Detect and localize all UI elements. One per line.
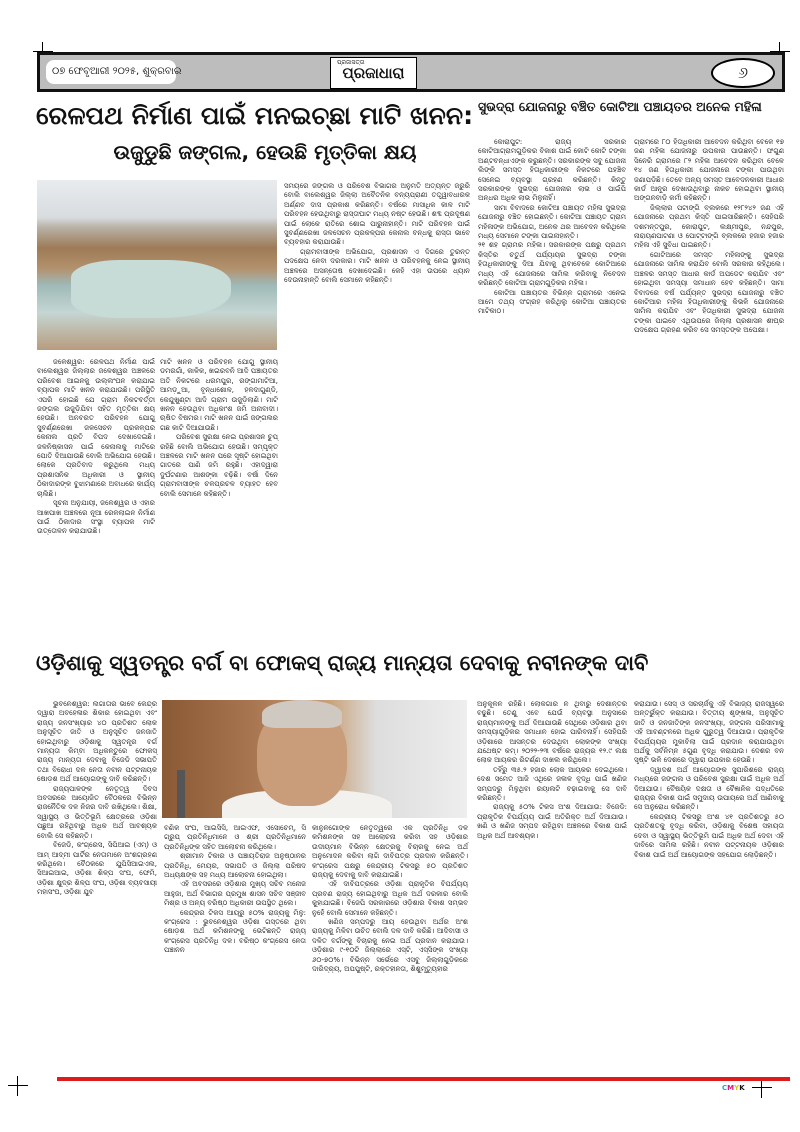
article3-paragraph: ତହିଁରୁ ୩୫.୨ ହଜାର ଲୋକ ଆୟକର ଦେଇଥିଲେ। ଦେଶ ସମେତ ଆଜି ଏଥିରେ ଜଳାଳ ବୃଦ୍ଧି ପାଇଁ ଖଣିଜ ସମ୍ପଦରୁ ମିଳୁଥିବା ରୟାଲଟି ବଢ଼ାଇବାକୁ ସେ ଦାବି କରିଛନ୍ତି। (477, 765, 627, 803)
article1-headline: ରେଳପଥ ନିର୍ମାଣ ପାଇଁ ମନଇଚ୍ଛା ମାଟି ଖନନ: (36, 101, 474, 130)
article1-paragraph: ସୂଚନା ଅନୁଯାୟୀ, ଜଳେଶ୍ୱର ଓ ଏହାର ଆଖପାଖ ଅଞ୍ଚଳରେ ନୂଆ ରେଳଲାଇନ ନିର୍ମାଣ ପାଇଁ ଠିକାଦାର ସଂସ୍ଥା ବ୍ୟାପକ ମାଟି ଉତ୍ତୋଳନ କରାଯାଉଛି। (37, 499, 155, 536)
article3-paragraph: ରାଜ୍ୟପାଳଙ୍କ ନେତୃତ୍ୱ ଦିବସ ଅବସରରେ ଆୟୋଜିତ ବୈଠକରେ ବିଭିନ୍ନ ରାଜନୈତିକ ଦଳ ନିଜର ଦାବି ରଖିଥିଲେ। ଶିକ୍ଷା, ସ୍ୱାସ୍ଥ୍ୟ ଓ ଭିତ୍ତିଭୂମି କ୍ଷେତ୍ରରେ ଓଡ଼ିଶା ପଛୁଆ ରହିଥିବାରୁ ଅଧିକ ଅର୍ଥ ଆବଶ୍ୟକ ବୋଲି ସେ କହିଛନ୍ତି। (37, 784, 157, 840)
photo-water-pit (71, 260, 231, 318)
article3-column-2 (164, 824, 306, 956)
article1-photo-excavated-pit (37, 180, 277, 350)
article1-paragraph: ପରିବେଶ ସୁରକ୍ଷା ନେଇ ପ୍ରଶାସନ ଚୁପ୍ ରହିଛି ବୋଲି ଅଭିଯୋଗ ହେଉଛି। ସମ୍ପୃକ୍ତ ଅଞ୍ଚଳରେ ମାଟି ଖନନ ପରେ ସୃଷ୍ଟି ହୋଇଥିବା ଗାତରେ ପାଣି ଜମି ରହୁଛି। ଏହାଦ୍ୱାରା ଦୁର୍ଘଟଣାର ଆଶଙ୍କା ବଢ଼ିଛି। ବର୍ଷା ଦିନେ ଗ୍ରାମବାସୀଙ୍କ ଚଳପ୍ରଚଳ ବ୍ୟାହତ ହେବ ବୋଲି ସେମାନେ କହିଛନ୍ତି। (160, 433, 278, 498)
article3-paragraph: ଅନୁକୂଳନ ରହିଛି। ଲୋକଗାର ନ ଥିବାରୁ ଦେଶାନ୍ତର ବଢୁଛି। ତେଣୁ ଏବେ ଯେଉଁ ବ୍ୟବସ୍ଥା ଅନୁସାରେ ରାଜ୍ୟମାନଙ୍କୁ ଅର୍ଥ ଦିଆଯାଉଛି ସେଥିରେ ଓଡ଼ିଶାର ଥିବା ସମସ୍ୟାଗୁଡ଼ିକର ସମାଧାନ ହୋଇ ପାରିବନାହିଁ। ସେହିପରି ଓଡ଼ିଶାରେ ଆସନ୍ତର ଦେଉଥିବା ଲୋକଙ୍କ ସଂଖ୍ୟା ଯଥେଷ୍ଟ କମ୍। ୨୦୨୨-୨୩ ବର୍ଷରେ ରାଜ୍ୟର ୧୨.୯ ଲକ୍ଷ ଲୋକ ଆୟକର ରିଟର୍ଣ୍ଣ ଦାଖଲ କରିଥିଲେ। (477, 700, 627, 765)
article2-paragraph: ଗ୍ରାମରେ ୮୦ ହିତାଧିକାରୀ ଆବେଦନ କରିଥିବା ବେଳେ ୧୭ ଜଣ ମହିଳା ଯୋଜନାରୁ ଉପକାର ପାଉଛନ୍ତି। ଫଗୁଣ ସିନେରି ଗ୍ରାମରେ ୮୨ ମହିଳା ଆବେଦନ କରିଥିବା ବେଳେ ୧୪ ଜଣ ହିତାଧିକାରୀ ଯୋଜନାରେ ଟଙ୍କା ପାଉଥିବା ଜଣାପଡ଼ିଛି। ତେବେ ଅନ୍ୟ ସମସ୍ତ ଆବେଦନକାରୀ ଆଧାର କାର୍ଡ ଆନ୍ଧ୍ର ଦେଖାଉଥିବାରୁ ନାକଚ ହୋଇଥିବା ସ୍ଥାନୀୟ ଅଙ୍ଗନବାଡ଼ି କର୍ମୀ କହିଛନ୍ତି। (634, 138, 784, 203)
logo-tagline: ପ୍ରଜାସତ୍ତା (337, 59, 365, 66)
cmyk-c: C (722, 1084, 728, 1092)
photo-hair (262, 700, 342, 728)
article1-paragraph: ଜଳେଶ୍ୱର: ରେଳପଥ ନିର୍ମାଣ ପାଇଁ ବାଲେଶ୍ୱର ଜିଲ୍ଲାର ଜଳେଶ୍ୱର ଅଞ୍ଚଳରେ ପରିବେଶ ଆଇନକୁ ଉଲ୍ଲଂଘନ କରାଯାଇ ବ୍ୟାପକ ମାଟି ଖନନ କରାଯାଉଛି। ପରିସ୍ଥିତି ଏପରି ହୋଇଛି ଯେ ଗ୍ରାମ ନିକଟବର୍ତ୍ତୀ ଜଙ୍ଗଲ ଉଜୁଡ଼ିଯିବା ସହିତ ମୃତ୍ତିକା କ୍ଷୟ ହେଉଛି। ଅନବରତ ପରିବହନ ଯୋଗୁ ସୁବର୍ଣ୍ଣରେଖା ଜଳସେଚନ ପ୍ରକଳ୍ପର କେନାଲ ପ୍ରତି ବିପଦ ଦେଖାଦେଇଛି। ଜଳନିଷ୍କାସନ ପାଇଁ କେନାଲକୁ ମାଟିରେ ପୋତି ଦିଆଯାଉଛି ବୋଲି ଅଭିଯୋଗ ହେଉଛି। ଲୋକେ ପ୍ରତିବାଦ କରୁଥିଲେ ମଧ୍ୟ ପ୍ରଶାସନିକ ଅଧିକାରୀ ଓ ସ୍ଥାନୀୟ ଠିକାଦାରଙ୍କ ବୁଝାମଣାରେ ଅବାଧରେ କାର୍ଯ୍ୟ ଚାଲିଛି। (37, 358, 155, 498)
article3-paragraph: କରାଯାଉ। ସେସ୍ ଓ ସରଚାର୍ଜକୁ ଏହି ବିଭାଜ୍ୟ ରାଜସ୍ୱରେ ଅନ୍ତର୍ଭୁକ୍ତ କରାଯାଉ। ବିତ୍ତୀୟ ଶୃଙ୍ଖଳା, ଅନୁସୂଚିତ ଜାତି ଓ ଜନଜାତିଙ୍କ ଜନସଂଖ୍ୟା, ଜଙ୍ଗଲ ପରିସୀମାକୁ ଏହି ଆବଣ୍ଟନରେ ଅଧିକ ଗୁରୁତ୍ୱ ଦିଆଯାଉ। ପ୍ରାକୃତିକ ବିପର୍ଯ୍ୟୟର ମୁକାବିଲା ପାଇଁ ପ୍ରଦାନ କରାଯାଉଥିବା ଅର୍ଥକୁ ସର୍ବନିମ୍ନ ୫ଗୁଣ ବୃଦ୍ଧି କରାଯାଉ। ଦେଶର ବନ ସୃଷ୍ଟି ଭଳି ଦେଶରେ ଦ୍ୱାରା ଉପକାର ହେଉଛି। (634, 700, 784, 765)
article1-paragraph: ସମୟରେ ଜଙ୍ଗଲ ଓ ପରିବେଶ ବିଭାଗର ଅନୁମତି ଅତ୍ୟନ୍ତ ଜରୁରି ବୋଲି ବାଲେଶ୍ୱର ଜିଲ୍ଲା ଅବୈତନିକ ବନ୍ୟପ୍ରାଣୀ ତତ୍ତ୍ୱାବଧାରକ ଅର୍ଣ୍ଣବ ଦାସ ପ୍ରକାଶ କରିଛନ୍ତି। ବର୍ଷରେ ମାସାଧିକ କାଳ ମାଟି ପରିବହନ ହେଉଥିବାରୁ ରାସ୍ତାଘାଟ ମଧ୍ୟ ନଷ୍ଟ ହେଉଛି। ଶବ୍ଦ ପ୍ରଦୂଷଣ ପାଇଁ ଲୋକେ ରାତିରେ ଶୋଇ ପାରୁନାହାନ୍ତି। ମାଟି ପରିବହନ ପାଇଁ ସୁବର୍ଣ୍ଣରେଖା ଜଳସେଚନ ପ୍ରକଳ୍ପର କେନାଲ ବନ୍ଧକୁ ରାସ୍ତା ଭାବେ ବ୍ୟବହାର କରାଯାଉଛି। (284, 182, 470, 247)
cmyk-m: M (727, 1084, 735, 1092)
article2-column-2 (634, 138, 784, 336)
article3-paragraph: ଏହି ଦାବିପତ୍ରରେ ଓଡ଼ିଶା ପ୍ରାକୃତିକ ବିପର୍ଯ୍ୟୟ ପ୍ରବଣ ରାଜ୍ୟ ହୋଇଥିବାରୁ ଅଧିକ ଅର୍ଥ ଦରକାର ବୋଲି କୁହାଯାଇଛି। ବିଜେପି ସରକାରରେ ଓଡ଼ିଶାର ବିକାଶ ସମ୍ଭବ ନୁହେଁ ବୋଲି ସେମାନେ କହିଛନ୍ତି। (312, 880, 468, 917)
masthead (37, 52, 785, 92)
newspaper-logo (330, 57, 417, 89)
cmyk-y: Y (734, 1084, 740, 1092)
article1-column-2 (160, 358, 278, 499)
article3-column-1 (37, 700, 157, 898)
article3-paragraph: କେନ୍ଦ୍ରର ଟିକସ ଆୟରୁ ୫୦% ରାଜ୍ୟକୁ ମିଳୁ: କଂଗ୍ରେସ : ଭୁବନେଶ୍ୱର ଓଡ଼ିଶା ଗସ୍ତରେ ଥିବା ଷୋଡ଼ଶ ଅର୍ଥ କମିଶନଙ୍କୁ ଭେଟିଛନ୍ତି ରାଜ୍ୟ କଂଗ୍ରେସ ପ୍ରତିନିଧି ଦଳ। ବରିଷ୍ଠ କଂଗ୍ରେସ ନେତା ପଞ୍ଚାନନ (164, 908, 306, 955)
article1-subheadline: ଉଜୁଡୁଛି ଜଙ୍ଗଲ, ହେଉଛି ମୃତ୍ତିକା କ୍ଷୟ (113, 140, 417, 164)
article2-paragraph: ଜିଲ୍ଲାର ପଟାଙ୍ଗି ବ୍ଲକରେ ୧୨୮୨୪୨ ଜଣ ଏହି ଯୋଜନାରେ ପ୍ରଥମ କିସ୍ତି ପାଇସାରିଛନ୍ତି। ସେହିପରି ଦଶମନ୍ତପୁର, କୋରାପୁଟ, ଲକ୍ଷ୍ମୀପୁର, ନନ୍ଦପୁର, ନାରାୟଣପାଟଣା ଓ ପୋଟ୍ଟାଙ୍ଗି ବ୍ଲକରେ ହଜାର ହଜାର ମହିଳା ଏହି ସୁବିଧା ପାଇଛନ୍ତି। (634, 203, 784, 250)
bottom-red-rule (57, 1077, 790, 1081)
crop-mark-bottom-left (8, 1076, 28, 1096)
article3-column-4 (477, 700, 627, 841)
article3-paragraph: କାନୁନଗୋଙ୍କ ନେତୃତ୍ୱରେ ଏକ ପ୍ରତିନିଧି ଦଳ କମିଶନଙ୍କ ସହ ଆଲୋଚନା କରିବା ସହ ଓଡ଼ିଶାର ଉଦୀୟମାନ ବିଭିନ୍ନ କ୍ଷେତ୍ରକୁ ବିଚାରକୁ ନେଇ ଅର୍ଥ ଅନୁମୋଦନ କରିବା ଲାଗି ଦାବିପତ୍ର ପ୍ରଦାନ କରିଛନ୍ତି। କଂଗ୍ରେସ ପକ୍ଷରୁ କେନ୍ଦ୍ରୀୟ ଟିକସରୁ ୫୦ ପ୍ରତିଶତ ରାଜ୍ୟକୁ ଦେବାକୁ ଦାବି କରାଯାଇଛି। (312, 824, 468, 880)
logo-title: ପ୍ରଜାଧାରା (342, 64, 405, 82)
article1-column-1 (37, 358, 155, 537)
article3-paragraph: ବିଜେଡି, କଂଗ୍ରେସ, ସିପିଆଇ (ଏମ୍) ଓ ଆମ୍ ଆଦ୍ମୀ ପାର୍ଟିର ନେତାମାନେ ଅଂଶଗ୍ରହଣ କରିଥିଲେ। ବୈଠକରେ ଯୁପିସିଆଇଏଲ, ସିଆଇଆଇ, ଓଡ଼ିଶା ଶିଳ୍ପ ସଂଘ, ଫେମି, ଓଡ଼ିଶା କ୍ଷୁଦ୍ର ଶିଳ୍ପ ସଂଘ, ଓଡ଼ିଶା ବ୍ୟବସାୟୀ ମହାସଂଘ, ଓଡ଼ିଶା ଯୁବ (37, 841, 157, 897)
article2-paragraph: କୋରାପୁଟ: ରାଜ୍ୟ ସରକାର କୋଟିଆଗ୍ରାମଗୁଡ଼ିକର ବିକାଶ ପାଇଁ କୋଟି କୋଟି ଟଙ୍କା ଅଣ୍ଟବନ୍ଧାଏଙ୍କ କରୁଛନ୍ତି। ସରକାରଙ୍କ ସବୁ ଯୋଜନା ଲିଙ୍କି ସମସ୍ତ ହିତାଧିକାରୀଙ୍କ ନିକଟରେ ପହଞ୍ଚିବ ସେନେଇ ବ୍ୟବସ୍ଥା ଗ୍ରହଣ କରିଛନ୍ତି। କିନ୍ତୁ ସରକାରଙ୍କ ସୁଭଦ୍ରା ଯୋଜନାର ଲାଭ ଓ ପାଇଁପି ଅନ୍ଧର ଅଧିକ ଲାଭ ମିଳୁନାହିଁ। (478, 138, 626, 203)
article3-paragraph: ରାଜ୍ୟକୁ ୫୦% ଟିକସ ଅଂଶ ଦିଆଯାଉ: ବିଜେଡି: ପ୍ରାକୃତିକ ବିପର୍ଯ୍ୟୟ ପାଇଁ ଅତିରିକ୍ତ ଅର୍ଥ ଦିଆଯାଉ। ଖଣି ଓ ଖଣିଜ ସମ୍ପଦ ରହିଥିବା ଅଞ୍ଚଳରେ ବିକାଶ ପାଇଁ ଅଧିକ ଅର୍ଥ ଆବଶ୍ୟକ। (477, 803, 627, 840)
article3-paragraph: ଏହି ଅବସରରେ ଓଡ଼ିଶାର ମୁଖ୍ୟ ସଚିବ ମନୋଜ ଆହୁଜା, ଅର୍ଥ ବିଭାଗର ପ୍ରମୁଖ ଶାସନ ସଚିବ ସଞ୍ଜୀବ ମିଶ୍ର ଓ ଅନ୍ୟ ବରିଷ୍ଠ ଅଧିକାରୀ ଉପସ୍ଥିତ ଥିଲେ। (164, 880, 306, 908)
article3-photo-naveen-patnaik (162, 700, 467, 818)
article3-paragraph: ଦ୍ୱାଦଶ ଅର୍ଥ ଆୟୋଗଙ୍କ ସୁପାରିଶରେ ରାଜ୍ୟ ମଧ୍ୟରେ ଜଙ୍ଗଲ ଓ ପରିବେଶ ସୁରକ୍ଷା ପାଇଁ ଅଧିକ ଅର୍ଥ ଦିଆଯାଉ। ବୈଷୟିକ ଦକ୍ଷତା ଓ ବୈଜ୍ଞାନିକ ପଦ୍ଧତିରେ ରାଜ୍ୟର ବିକାଶ ପାଇଁ ସମୁଦାୟ ଉପାୟରେ ଅର୍ଥ ଆଣିବାକୁ ସେ ଅନୁରୋଧ କରିଛନ୍ତି। (634, 765, 784, 812)
article2-paragraph: ଗୋଟିଆରେ ସମସ୍ତ ମହିଳାଙ୍କୁ ସୁଭଦ୍ରା ଯୋଜନାରେ ସାମିଲ କରାଯିବ ବୋଲି ସରକାର କହିଥିଲେ। ଅଞ୍ଚଳର ସମସ୍ତ ଆଧାର କାର୍ଡ ଅପଡେଟ କରାଯିବ ଏବଂ ହୋଇଥିବା ସମସ୍ୟା ସମାଧାନ ହେବ କହିଛନ୍ତି। ସାମା ବିବାଦରେ ବର୍ଷ ପର୍ଯ୍ୟନ୍ତ ସୁଭଦ୍ରା ଯୋଜନାରୁ ବଞ୍ଚିତ କୋଟିଆର ମହିଳା ହିତାଧିକାରୀଙ୍କୁ କିଭଳି ଯୋଜନାରେ ସାମିଲ କରାଯିବ ଏବଂ ହିତାଧିକାରୀ ସୁଭଦ୍ରା ଯୋଜନା ଟଙ୍କା ପାଇବେ ଏଥିଉପରେ ଜିଲ୍ଲା ପ୍ରଶାସନ ଶୀଘ୍ର ପଦକ୍ଷେପ ଗ୍ରହଣ କରିବ ସେ ସମସ୍ତଙ୍କ ଅପେକ୍ଷା। (634, 250, 784, 335)
page-number: ୬ (711, 58, 775, 88)
article3-headline: ଓଡ଼ିଶାକୁ ସ୍ୱତନ୍ତ୍ର ବର୍ଗ ବା ଫୋକସ୍ ରାଜ୍ୟ ମାନ୍ୟତା ଦେବାକୁ ନବୀନଙ୍କ ଦାବି (36, 651, 649, 675)
cmyk-registration-label (722, 1084, 745, 1092)
article1-column-3 (284, 182, 470, 285)
article3-paragraph: ଖଣିଜ ସମ୍ପଦରୁ ଆୟ ହେଉଥିବା ଅର୍ଥର ଅଂଶ ରାଜ୍ୟକୁ ମିଳିବା ଉଚିତ ବୋଲି ଦଳ ଦାବି କରିଛି। ଆଦିବାସୀ ଓ ଦଳିତ ବର୍ଗଙ୍କୁ ବିଚାରକୁ ନେଇ ଅର୍ଥ ପ୍ରଦାନ କରାଯାଉ। ଓଡ଼ିଶାର ୯-୧୦ଟି ଜିଲ୍ଲାରେ ଏସ୍‌ଟି, ଏସ୍‌ସିଙ୍କ ସଂଖ୍ୟା ୬୦-୭୦%। ବିଭିନ୍ନ ସର୍ଭେରେ ଏସବୁ ଜିଲ୍ଲାଗୁଡ଼ିକରେ ଦାରିଦ୍ର୍ୟ, ଅପପୁଷ୍ଟି, ରକ୍ତହୀନତା, ଶିଶୁମୃତ୍ୟୁହାର (312, 918, 468, 974)
article3-paragraph: ଶ୍ରୀମାନ ଟିକାର ଓ ପଞ୍ଚାୟତିରାଜ ଅନୁଷ୍ଠାନର ପ୍ରତିନିଧି, ମେୟର, ସଭାପତି ଓ ଜିଲ୍ଲା ପରିଷଦ ଅଧ୍ୟକ୍ଷଙ୍କ ସହ ମଧ୍ୟ ଆଲୋଚନା ହୋଇଥିଲା। (164, 852, 306, 880)
article1-paragraph: ଗ୍ରାମବାସୀଙ୍କ ଅଭିଯୋଗ, ପ୍ରଶାସନ ଏ ଦିଗରେ ତୁରନ୍ତ ପଦକ୍ଷେପ ନେବା ଦରକାର। ମାଟି ଖନନ ଓ ପରିବହନକୁ ନେଇ ସ୍ଥାନୀୟ ଅଞ୍ଚଳରେ ଅସନ୍ତୋଷ ଦେଖାଦେଇଛି। କେହି ଏହା ଉପରେ ଧ୍ୟାନ ଦେଉନାହାନ୍ତି ବୋଲି ସେମାନେ କହିଛନ୍ତି। (284, 247, 470, 285)
article2-paragraph: କୋଟିଆ ପଞ୍ଚାୟତର ବିଭିନ୍ନ ଗ୍ରାମରେ ଏନେଇ ଆମେ ତଥ୍ୟ ସଂଗ୍ରହ କରିଥିଲୁ କୋଟିଆ ପଞ୍ଚାୟତର ମାଟିକାଠ। (478, 288, 626, 316)
photo-microphone (177, 770, 185, 818)
cmyk-k: K (739, 1084, 745, 1092)
article3-paragraph: ଭୁବନେଶ୍ୱର: ଲଗାତାର ଭାବେ କେନ୍ଦ୍ର ଦ୍ୱାରା ଅବହେଳାର ଶିକାର ହୋଇଥିବା ଏବଂ ରାଜ୍ୟ ଜନସଂଖ୍ୟାର ୪୦ ପ୍ରତିଶତ ଲୋକ ଅନୁସୂଚିତ ଜାତି ଓ ଅନୁସୂଚିତ ଜନଜାତି ହୋଇଥିବାରୁ ଓଡ଼ିଶାକୁ ସ୍ୱତନ୍ତ୍ର ବର୍ଗ ମାନ୍ୟତା କିମ୍ବା ଅଧିକନ୍ତୁରେ ଫୋକସ୍ ରାଜ୍ୟ ମାନ୍ୟତା ଦେବାକୁ ବିଜେଡି ସଭାପତି ତଥା ବିରୋଧୀ ଦଳ ନେତା ନବୀନ ପଟ୍ଟନାୟକ ଷୋଡ଼ଶ ଅର୍ଥ ଆୟୋଗଙ୍କୁ ଦାବି କରିଛନ୍ତି। (37, 700, 157, 784)
article3-paragraph: କେନ୍ଦ୍ରୀୟ ଟିକସରୁ ଅଂଶ ୪୧ ପ୍ରତିଶତରୁ ୫୦ ପ୍ରତିଶତକୁ ବୃଦ୍ଧି କରିବା, ଓଡ଼ିଶାକୁ ବିଶେଷ ସହାୟତା ଦେବା ଓ ସ୍ୱାସ୍ଥ୍ୟ ଭିତ୍ତିଭୂମି ପାଇଁ ଅଧିକ ଅର୍ଥ ଦେବା ଏହି ଦାବିରେ ସାମିଲ ରହିଛି। ନବୀନ ପଟ୍ଟନାୟକ ଓଡ଼ିଶାର ବିକାଶ ପାଇଁ ଅର୍ଥ ଆୟୋଗଙ୍କ ସହଯୋଗ ଲୋଡ଼ିଛନ୍ତି। (634, 812, 784, 859)
issue-date: ୦୭ ଫେବୃଆରୀ ୨୦୨୫, ଶୁକ୍ରବାର (46, 60, 176, 84)
article3-paragraph: ବଣିକ ସଂଘ, ଆଇସିସି, ଆଇଏଫ, ଏସୋଚେମ୍, ସି ଗ୍ରୁପ୍ ପ୍ରତିନିଧିମାନେ ଓ ଶ୍ରୀ ପ୍ରତିନିଧିମାନେ ପ୍ରତିନିଧିଙ୍କ ସହିତ ଆଲୋଚନା କରିଥିଲେ। (164, 824, 306, 851)
article2-headline: ସୁଭଦ୍ରା ଯୋଜନାରୁ ବଞ୍ଚିତ କୋଟିଆ ପଞ୍ଚାୟତର ଅନେକ ମହିଳା (478, 99, 762, 114)
article2-paragraph: ୨୧ ଶହ ଗ୍ରାମର ମହିଳା। ସରକାରଙ୍କ ପକ୍ଷରୁ ପ୍ରଥମ କିସ୍ତିର ଚତୁର୍ଥ ପର୍ଯ୍ୟାୟର ସୁଭଦ୍ରା ଟଙ୍କା ହିତାଧିକାରୀଙ୍କୁ ଦିଆ ଯିବାକୁ ଥିବାବେଳେ କୋଟିଆରେ ମଧ୍ୟ ଏହି ଯୋଜନାରେ ସାମିଲ କରିବାକୁ ନିବେଦନ କରିଛନ୍ତି କୋଟିଆ ଗ୍ରାମଗୁଡ଼ିକର ମହିଳା। (478, 241, 626, 288)
article3-column-5 (634, 700, 784, 860)
article1-paragraph: ମାଟି ଖନନ ଓ ପରିବହନ ଯୋଗୁ ସ୍ଥାନୀୟ ଡମରଗାଁ, କାଳିକ, ଖଇରବନି ଆଦି ପଞ୍ଚାୟତର ଅତି ନିକଟରେ ଧରମପୁର, ରଙ୍ଗାମାଟିଆ, ଆମଡ଼ୁଆ, ବୃନ୍ଧାଶୋଳ, ହଳଦାଗୁଣ୍ଡି, କେନ୍ଦୁଖୁଣ୍ଟା ଆଦି ଗ୍ରାମ ଉଜୁଡ଼ିଲାଣି। ମାଟି ଖନନ ହେଉଥିବା ଅଧିକାଂଶ ଜମି ଅନାବାଦୀ। ଋଷିତ ବିଷମର। ମାଟି ଖନନ ପାଇଁ ଜଙ୍ଗଲର ଗଛ କାଟି ଦିଆଯାଉଛି। (160, 358, 278, 432)
article2-paragraph: ସାମା ବିବାଦରେ କୋଟିଆ ପଞ୍ଚାୟତ ମହିଳା ସୁଭଦ୍ରା ଯୋଜନାରୁ ବଞ୍ଚିତ ହୋଇଛନ୍ତି। କୋଟିଆ ପଞ୍ଚାୟତ ଗ୍ରାମ ମହିଳାଙ୍କ ଅଭିଯୋଗ, ଅନେକ ଥର ଆବେଦନ କରିଥିଲେ ମଧ୍ୟ ସେମାନେ ଟଙ୍କା ପାଇନାହାନ୍ତି। (478, 203, 626, 241)
article2-column-1 (478, 138, 626, 317)
article3-column-3 (312, 824, 468, 975)
crop-mark-bottom-right (752, 1078, 772, 1098)
